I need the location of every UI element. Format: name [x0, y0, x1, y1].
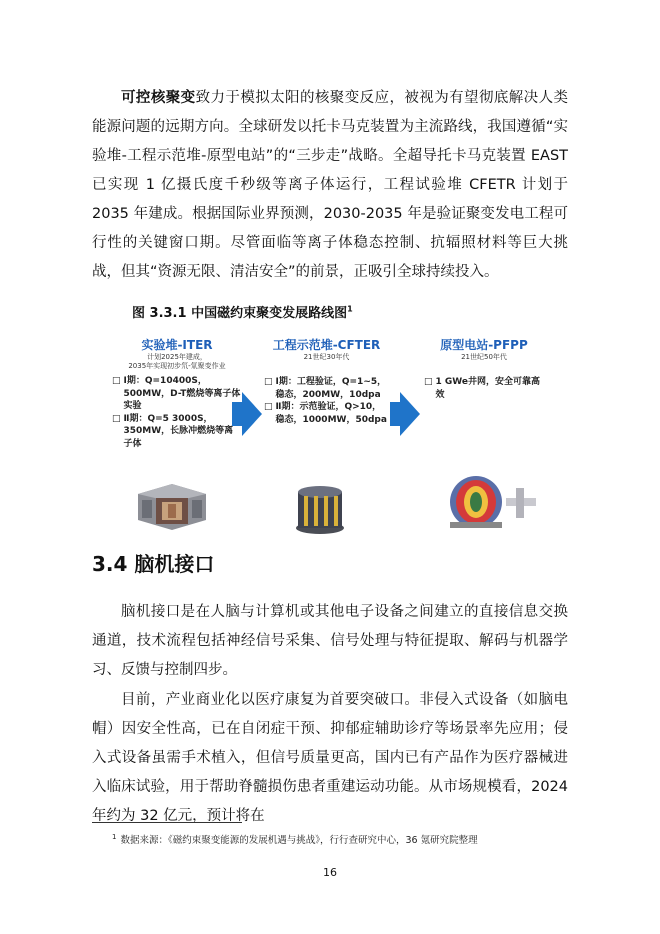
- stage-pfpp-bullets: [424, 376, 544, 401]
- intro-lead: 可控核聚变: [121, 90, 196, 106]
- stage-iter-title: 实验堆-ITER: [141, 338, 213, 352]
- bci-paragraph-1: 脑机接口是在人脑与计算机或其他电子设备之间建立的直接信息交换通道，技术流程包括神经信号采集、信号处理与特征提取、解码与机器学习、反馈与控制四步。: [92, 604, 568, 678]
- stage-iter-bullet-2: [112, 413, 242, 451]
- arrow-stem-1: [232, 402, 242, 426]
- stage-pfpp-bullet-1: [424, 376, 544, 401]
- checkbox-icon: □: [424, 377, 433, 387]
- bullet-text: Ⅰ期：Q=10400S，500MW，D-T燃烧等离子体实验: [123, 376, 241, 411]
- stage-pfpp-subtitle: 21世纪50年代: [461, 353, 507, 361]
- checkbox-icon: □: [112, 413, 121, 424]
- stage-pfpp: [424, 336, 544, 401]
- footnote-divider: [92, 822, 242, 823]
- figure-caption-text: 图 3.3.1 中国磁约束聚变发展路线图: [132, 306, 348, 321]
- checkbox-icon: □: [264, 377, 273, 387]
- iter-device-illustration: [132, 480, 212, 532]
- arrow-right-icon: [242, 392, 262, 436]
- figure-caption: [132, 302, 353, 321]
- bullet-text: Ⅱ期：Q=5 3000S，350MW，长脉冲燃烧等离子体: [123, 413, 234, 449]
- bci-paragraph-2: 目前，产业商业化以医疗康复为首要突破口。非侵入式设备（如脑电帽）因安全性高，已在自闭症干预、抑郁症辅助诊疗等场景率先应用；侵入式设备虽需手术植入，但信号质量更高，国内已有产品作为医疗器械进入临床试验，用于帮助脊髓损伤患者重建运动功能。从市场规模看，2024 年约为 32 亿元，预计将在: [92, 692, 568, 824]
- stage-cfetr-subtitle: 21世纪30年代: [303, 353, 350, 361]
- checkbox-icon: □: [112, 376, 121, 386]
- section-heading: 3.4 脑机接口: [92, 552, 215, 576]
- stage-iter-bullets: [112, 375, 242, 450]
- stage-cfetr: [264, 336, 389, 426]
- stage-pfpp-title: 原型电站-PFPP: [440, 338, 528, 352]
- stage-cfetr-title: 工程示范堆-CFTER: [272, 338, 381, 352]
- arrow-right-icon: [400, 392, 420, 436]
- page-number: 16: [323, 866, 337, 879]
- stage-cfetr-bullets: [264, 376, 389, 426]
- stage-cfetr-bullet-1: [264, 376, 389, 401]
- checkbox-icon: □: [264, 402, 273, 412]
- intro-paragraph: [92, 84, 568, 287]
- cfetr-device-illustration: [292, 480, 348, 536]
- stage-iter-subtitle-1: 计划2025年建成，: [147, 353, 207, 361]
- stage-iter: [112, 336, 242, 450]
- arrow-stem-2: [390, 402, 400, 426]
- fusion-roadmap-figure: [92, 336, 568, 536]
- pfpp-device-illustration: [442, 468, 542, 532]
- stage-iter-subtitle-2: 2035年实现初步氘-氚聚变作业: [128, 362, 226, 370]
- footnote: [112, 832, 478, 846]
- stage-cfetr-bullet-2: [264, 401, 389, 426]
- stage-iter-bullet-1: [112, 375, 242, 413]
- intro-body: 致力于模拟太阳的核聚变反应，被视为有望彻底解决人类能源问题的远期方向。全球研发以托卡马克装置为主流路线，我国遵循“实验堆-工程示范堆-原型电站”的“三步走”战略。全超导托卡马克装置 EAST 已实现 1 亿摄氏度千秒级等离子体运行，工程试验堆 CFETR 计划于 2035 年建成。根据国际业界预测，2030-2035 年是验证聚变发电工程可行性的关键窗口期。尽管面临等离子体稳态控制、抗辐照材料等巨大挑战，但其“资源无限、清洁安全”的前景，正吸引全球持续投入。: [92, 90, 569, 280]
- figure-caption-footnote-mark: 1: [347, 304, 353, 314]
- bullet-text: Ⅰ期：工程验证，Q=1~5，稳态，200MW，10dpa: [275, 377, 387, 400]
- bullet-text: Ⅱ期：示范验证，Q>10，稳态，1000MW，50dpa: [275, 402, 387, 425]
- bullet-text: 1 GWe井网，安全可靠高效: [435, 377, 541, 400]
- footnote-mark: 1: [112, 832, 117, 841]
- footnote-text: 数据来源：《磁约束聚变能源的发展机遇与挑战》，行行查研究中心，36 氪研究院整理: [120, 835, 478, 846]
